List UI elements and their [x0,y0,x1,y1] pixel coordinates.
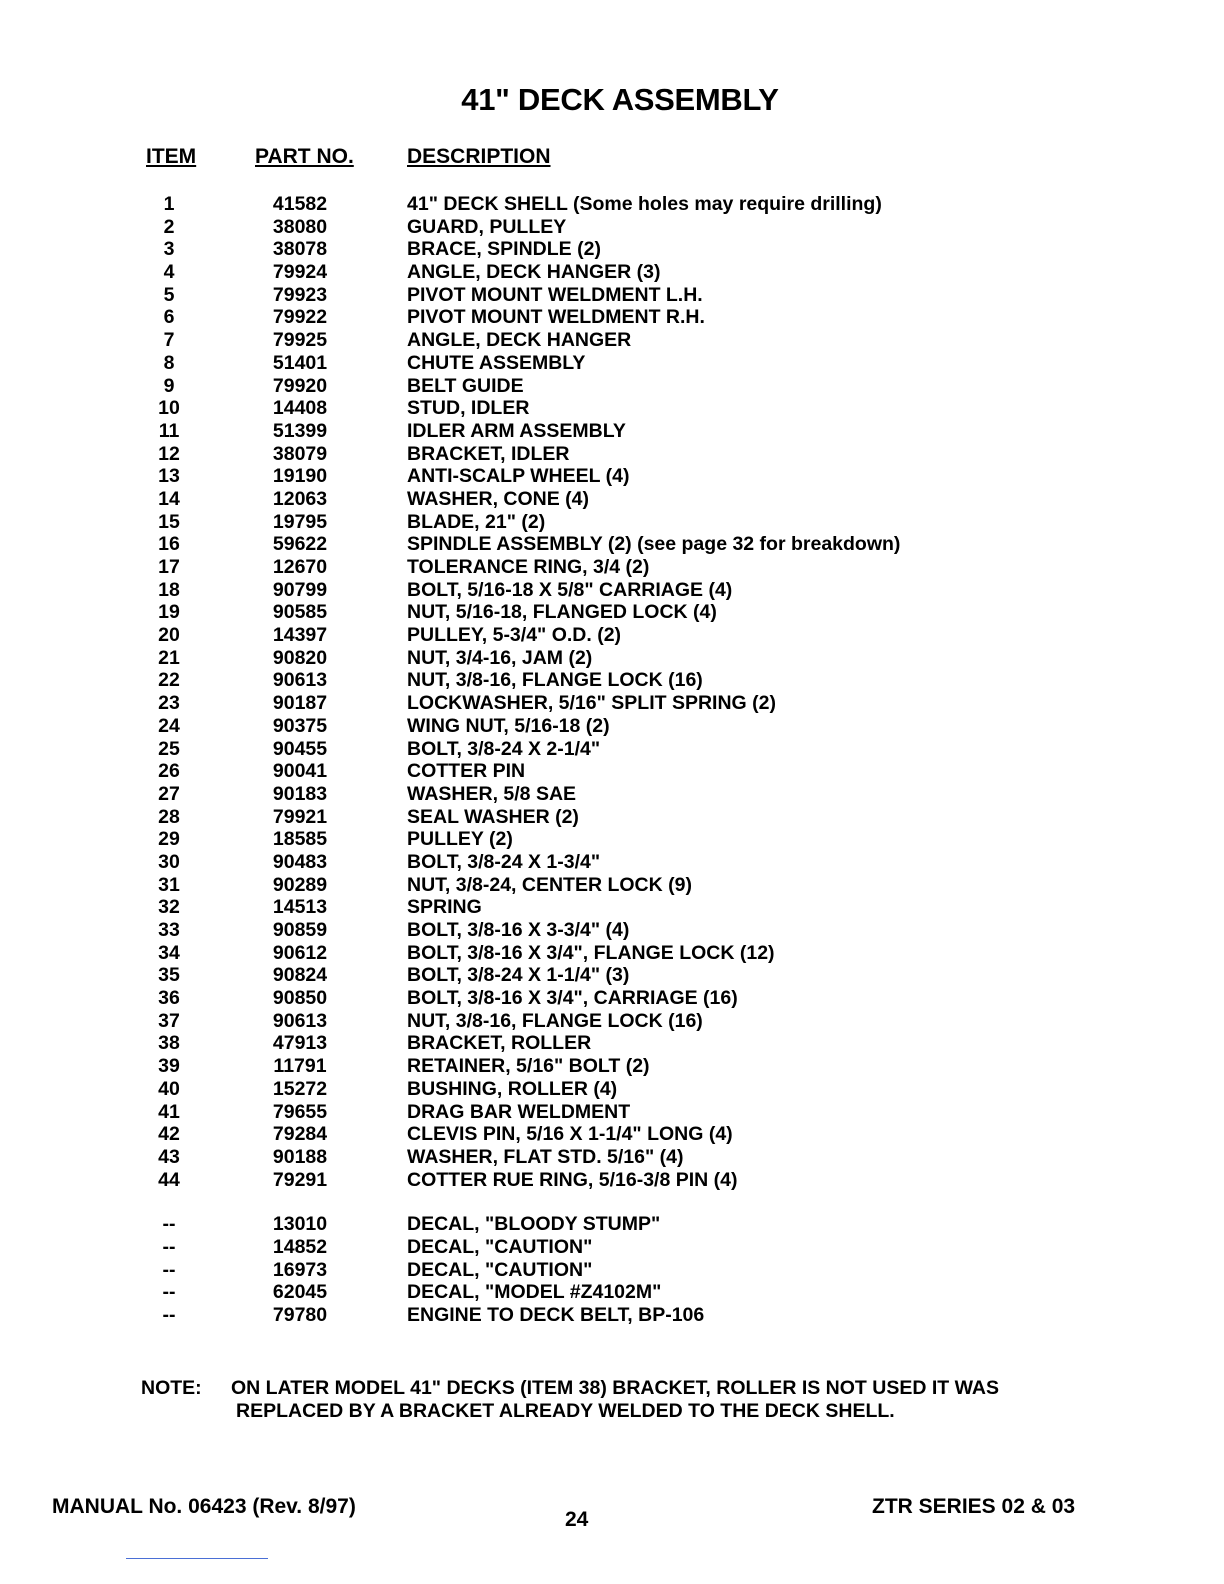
part-description: RETAINER, 5/16" BOLT (2) [407,1055,650,1078]
item-number: 21 [158,646,180,669]
item-number: 38 [158,1032,180,1055]
parts-row [0,964,1224,987]
part-description: BOLT, 3/8-16 X 3/4", FLANGE LOCK (12) [407,941,775,964]
column-header-item: ITEM [146,145,197,168]
part-description: NUT, 3/8-16, FLANGE LOCK (16) [407,1009,703,1032]
parts-row [0,692,1224,715]
parts-row [0,284,1224,307]
part-number: 79920 [272,374,328,397]
part-description: COTTER RUE RING, 5/16-3/8 PIN (4) [407,1168,738,1191]
part-description: IDLER ARM ASSEMBLY [407,419,626,442]
item-number: 44 [158,1168,180,1191]
parts-row [0,420,1224,443]
item-number: 33 [158,919,180,941]
part-number: 90455 [272,737,328,760]
series-label: ZTR SERIES 02 & 03 [872,1495,1076,1518]
part-description: BELT GUIDE [407,374,524,397]
item-number: 16 [158,533,180,556]
item-number: 24 [158,714,180,737]
part-number: 15272 [272,1077,328,1100]
part-number: 62045 [272,1281,328,1304]
part-description: BOLT, 3/8-24 X 1-3/4" [407,850,601,873]
item-number: 5 [163,283,175,306]
parts-row [0,760,1224,783]
parts-row [0,579,1224,602]
item-number: 29 [158,828,180,851]
parts-row [0,828,1224,851]
part-description: ANGLE, DECK HANGER [407,329,632,352]
part-number: 90613 [272,1009,328,1032]
part-number: 14408 [272,397,328,420]
part-description: SEAL WASHER (2) [407,805,579,828]
part-description: BOLT, 5/16-18 X 5/8" CARRIAGE (4) [407,578,733,601]
part-number: 79284 [272,1123,328,1146]
item-number: 15 [158,510,180,533]
part-number: 16973 [272,1258,328,1281]
parts-row [0,465,1224,488]
parts-row [0,783,1224,806]
part-description: SPRING [407,896,482,919]
part-description: WASHER, CONE (4) [407,487,590,510]
parts-row [0,1281,1224,1304]
item-number: 8 [163,351,175,374]
item-number: 25 [158,737,180,760]
part-description: BOLT, 3/8-24 X 2-1/4" [407,737,601,760]
item-number: -- [162,1281,176,1304]
part-description: BUSHING, ROLLER (4) [407,1077,618,1100]
part-number: 90188 [272,1145,328,1168]
part-description: PULLEY, 5-3/4" O.D. (2) [407,624,622,647]
part-description: NUT, 3/8-16, FLANGE LOCK (16) [407,669,703,692]
part-description: PIVOT MOUNT WELDMENT R.H. [407,306,705,329]
part-description: ANTI-SCALP WHEEL (4) [407,465,630,488]
part-description: WASHER, FLAT STD. 5/16" (4) [407,1145,684,1168]
part-number: 90612 [272,941,328,964]
part-number: 14513 [272,896,328,919]
parts-row [0,261,1224,284]
part-description: BLADE, 21" (2) [407,510,546,533]
part-description: BRACKET, ROLLER [407,1032,592,1055]
part-description: DECAL, "CAUTION" [407,1258,593,1281]
part-description: CHUTE ASSEMBLY [407,351,586,374]
part-description: ENGINE TO DECK BELT, BP-106 [407,1304,705,1326]
parts-row [0,533,1224,556]
item-number: -- [162,1304,176,1326]
part-number: 79655 [272,1100,328,1123]
part-number: 51399 [272,419,328,442]
parts-row [0,624,1224,647]
parts-row [0,1101,1224,1124]
parts-row [0,987,1224,1010]
item-number: 2 [163,215,175,238]
parts-row [0,306,1224,329]
parts-row [0,1213,1224,1236]
item-number: 35 [158,964,180,987]
parts-row [0,556,1224,579]
part-number: 90850 [272,987,328,1010]
part-number: 90183 [272,782,328,805]
parts-row [0,896,1224,919]
page-title: 41" DECK ASSEMBLY [461,82,779,117]
part-description: PULLEY (2) [407,828,513,851]
part-description: BOLT, 3/8-16 X 3-3/4" (4) [407,919,630,941]
part-description: BRACE, SPINDLE (2) [407,238,601,261]
part-number: 19190 [272,465,328,488]
parts-row [0,669,1224,692]
item-number: 12 [158,442,180,465]
part-number: 79924 [272,261,328,284]
part-number: 90483 [272,850,328,873]
parts-row [0,1236,1224,1259]
item-number: 11 [158,419,180,442]
parts-row [0,738,1224,761]
part-description: STUD, IDLER [407,397,530,420]
parts-row [0,1146,1224,1169]
part-number: 90289 [272,873,328,896]
item-number: 37 [158,1009,180,1032]
item-number: 23 [158,692,180,715]
item-number: 10 [158,397,180,420]
parts-row [0,375,1224,398]
part-number: 79921 [272,805,328,828]
item-number: 43 [158,1145,180,1168]
item-number: 13 [158,465,180,488]
parts-row [0,511,1224,534]
parts-row [0,329,1224,352]
parts-row [0,715,1224,738]
part-number: 79925 [272,329,328,352]
parts-row [0,874,1224,897]
item-number: 3 [163,238,175,261]
item-number: 19 [158,601,180,624]
parts-row [0,397,1224,420]
part-description: DECAL, "BLOODY STUMP" [407,1213,661,1236]
part-description: DECAL, "CAUTION" [407,1235,593,1258]
parts-row [0,919,1224,942]
part-number: 79923 [272,283,328,306]
part-number: 79922 [272,306,328,329]
parts-row [0,193,1224,216]
item-number: 18 [158,578,180,601]
part-description: NUT, 3/4-16, JAM (2) [407,646,593,669]
part-description: SPINDLE ASSEMBLY (2) (see page 32 for breakdown) [407,533,901,556]
item-number: 9 [163,374,175,397]
item-number: 31 [158,873,180,896]
part-number: 38078 [272,238,328,261]
part-description: WASHER, 5/8 SAE [407,782,577,805]
parts-row [0,443,1224,466]
parts-row [0,1010,1224,1033]
item-number: -- [162,1235,176,1258]
column-header-part-no: PART NO. [255,145,354,168]
part-number: 90859 [272,919,328,941]
parts-row [0,1078,1224,1101]
part-description: DRAG BAR WELDMENT [407,1100,631,1123]
part-description: 41" DECK SHELL (Some holes may require drilling) [407,193,882,215]
part-description: LOCKWASHER, 5/16" SPLIT SPRING (2) [407,692,776,715]
item-number: 4 [163,261,175,284]
parts-row [0,942,1224,965]
item-number: 34 [158,941,180,964]
parts-row [0,488,1224,511]
item-number: 27 [158,782,180,805]
parts-row [0,1123,1224,1146]
parts-row [0,806,1224,829]
part-description: NUT, 5/16-18, FLANGED LOCK (4) [407,601,717,624]
part-number: 12063 [272,487,328,510]
note-text-line-1: ON LATER MODEL 41" DECKS (ITEM 38) BRACKET, ROLLER IS NOT USED IT WAS [231,1377,999,1399]
parts-row [0,1169,1224,1192]
part-description: COTTER PIN [407,760,526,783]
part-description: TOLERANCE RING, 3/4 (2) [407,556,650,578]
part-number: 79291 [272,1168,328,1191]
parts-row [0,851,1224,874]
part-number: 90585 [272,601,328,624]
item-number: 14 [158,487,180,510]
item-number: 17 [158,556,180,578]
part-number: 47913 [272,1032,328,1055]
part-number: 90799 [272,578,328,601]
parts-row [0,601,1224,624]
part-number: 38080 [272,215,328,238]
part-number: 90187 [272,692,328,715]
part-number: 12670 [272,556,328,578]
item-number: 32 [158,896,180,919]
parts-row [0,352,1224,375]
parts-row [0,1259,1224,1282]
part-description: BRACKET, IDLER [407,442,570,465]
item-number: 28 [158,805,180,828]
part-number: 90613 [272,669,328,692]
parts-row [0,238,1224,261]
item-number: 26 [158,760,180,783]
item-number: 1 [163,193,175,215]
parts-row [0,1032,1224,1055]
part-number: 11791 [273,1055,327,1078]
part-number: 38079 [272,442,328,465]
item-number: 36 [158,987,180,1010]
part-number: 13010 [272,1213,328,1236]
item-number: 7 [163,329,175,352]
part-description: GUARD, PULLEY [407,215,567,238]
note-label: NOTE: [141,1377,202,1399]
part-number: 90820 [272,646,328,669]
item-number: 39 [158,1055,180,1078]
part-number: 51401 [272,351,328,374]
manual-number: MANUAL No. 06423 (Rev. 8/97) [52,1495,356,1518]
parts-row [0,1055,1224,1078]
item-number: 41 [158,1100,180,1123]
part-number: 41582 [272,193,328,215]
item-number: -- [162,1213,176,1236]
part-number: 18585 [272,828,328,851]
part-number: 90824 [272,964,328,987]
part-description: CLEVIS PIN, 5/16 X 1-1/4" LONG (4) [407,1123,733,1146]
part-number: 59622 [272,533,328,556]
part-description: BOLT, 3/8-16 X 3/4", CARRIAGE (16) [407,987,738,1010]
item-number: 42 [158,1123,180,1146]
part-number: 14852 [272,1235,328,1258]
parts-row [0,1304,1224,1327]
divider [126,1558,268,1559]
part-description: DECAL, "MODEL #Z4102M" [407,1281,662,1304]
part-number: 19795 [272,510,328,533]
part-description: ANGLE, DECK HANGER (3) [407,261,661,284]
parts-row [0,647,1224,670]
part-number: 90041 [272,760,328,783]
item-number: 22 [158,669,180,692]
page-number: 24 [565,1508,589,1531]
part-number: 79780 [272,1304,328,1326]
part-description: WING NUT, 5/16-18 (2) [407,714,610,737]
item-number: 6 [163,306,175,329]
part-number: 90375 [272,714,328,737]
item-number: 30 [158,850,180,873]
item-number: -- [162,1258,176,1281]
note-text-line-2: REPLACED BY A BRACKET ALREADY WELDED TO THE DECK SHELL. [236,1400,895,1422]
part-number: 14397 [272,624,328,647]
column-header-description: DESCRIPTION [407,145,551,168]
parts-list [0,193,1224,1327]
part-description: PIVOT MOUNT WELDMENT L.H. [407,283,703,306]
item-number: 40 [158,1077,180,1100]
parts-row [0,216,1224,239]
part-description: BOLT, 3/8-24 X 1-1/4" (3) [407,964,630,987]
part-description: NUT, 3/8-24, CENTER LOCK (9) [407,873,692,896]
item-number: 20 [158,624,180,647]
